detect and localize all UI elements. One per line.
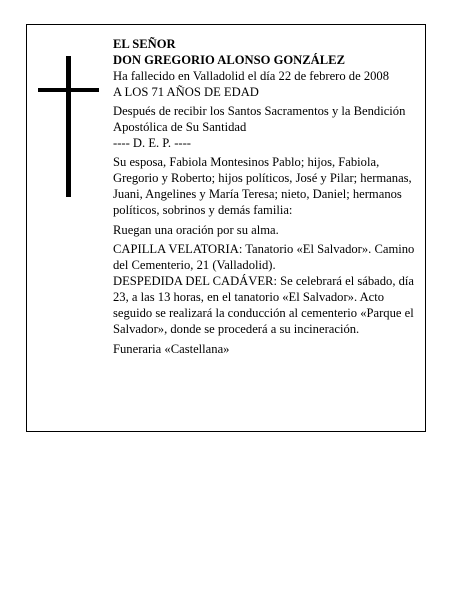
sacraments-line: Después de recibir los Santos Sacramentos y la Bendición Apostólica de Su Santidad [113,104,406,134]
cross-icon [38,56,99,197]
cross-vertical-bar [66,56,71,197]
age-line: A LOS 71 AÑOS DE EDAD [113,85,259,99]
dep-line: ---- D. E. P. ---- [113,136,191,150]
farewell-paragraph: DESPEDIDA DEL CADÁVER: Se celebrará el sábado, día 23, a las 13 horas, en el tanatorio «El Salvador». Acto seguido se realizará la conducción al cementerio «Parque el Salvador», donde se procederá a su incineración. [113,274,415,336]
funeral-home-line: Funeraria «Castellana» [113,342,230,356]
obituary-text [113,36,421,357]
family-paragraph: Su esposa, Fabiola Montesinos Pablo; hijos, Fabiola, Gregorio y Roberto; hijos políticos, José y Pilar; hermanas, Juani, Angelines y María Teresa; nieto, Daniel; hermanos políticos, sobrinos y demás familia: [113,155,412,217]
obituary-title: EL SEÑOR [113,37,176,51]
prayer-line: Ruegan una oración por su alma. [113,223,279,237]
death-date-line: Ha fallecido en Valladolid el día 22 de febrero de 2008 [113,69,390,83]
chapel-paragraph: CAPILLA VELATORIA: Tanatorio «El Salvador». Camino del Cementerio, 21 (Valladolid). [113,242,415,272]
deceased-name: DON GREGORIO ALONSO GONZÁLEZ [113,53,345,67]
cross-horizontal-bar [38,88,99,92]
